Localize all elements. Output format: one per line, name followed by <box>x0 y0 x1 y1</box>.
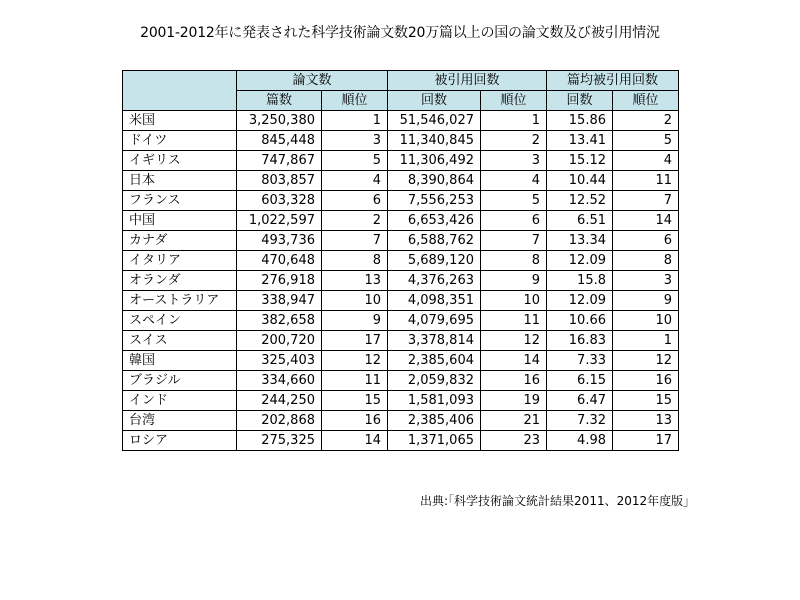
citations-count-cell: 7,556,253 <box>388 191 481 211</box>
country-cell: ブラジル <box>123 371 237 391</box>
avg-citations-cell: 6.47 <box>547 391 613 411</box>
papers-count-cell: 382,658 <box>237 311 322 331</box>
citations-rank-header: 順位 <box>481 91 547 111</box>
country-cell: イギリス <box>123 151 237 171</box>
citations-rank-cell: 4 <box>481 171 547 191</box>
avg-citations-cell: 15.86 <box>547 111 613 131</box>
table-body <box>123 111 679 451</box>
avg-rank-cell: 11 <box>613 171 679 191</box>
papers-rank-cell: 14 <box>322 431 388 451</box>
country-cell: 韓国 <box>123 351 237 371</box>
papers-count-cell: 334,660 <box>237 371 322 391</box>
avg-rank-cell: 7 <box>613 191 679 211</box>
avg-citations-group-header: 篇均被引用回数 <box>547 71 679 91</box>
papers-count-cell: 470,648 <box>237 251 322 271</box>
avg-rank-cell: 5 <box>613 131 679 151</box>
citations-rank-cell: 19 <box>481 391 547 411</box>
avg-citations-cell: 6.15 <box>547 371 613 391</box>
citations-count-cell: 6,653,426 <box>388 211 481 231</box>
citations-rank-cell: 2 <box>481 131 547 151</box>
papers-rank-cell: 12 <box>322 351 388 371</box>
papers-count-cell: 1,022,597 <box>237 211 322 231</box>
avg-citations-cell: 7.33 <box>547 351 613 371</box>
avg-rank-cell: 12 <box>613 351 679 371</box>
avg-rank-cell: 6 <box>613 231 679 251</box>
country-cell: 中国 <box>123 211 237 231</box>
country-cell: スイス <box>123 331 237 351</box>
papers-rank-cell: 3 <box>322 131 388 151</box>
citations-count-cell: 2,059,832 <box>388 371 481 391</box>
papers-rank-cell: 16 <box>322 411 388 431</box>
papers-rank-cell: 8 <box>322 251 388 271</box>
page-title: 2001-2012年に発表された科学技術論文数20万篇以上の国の論文数及び被引用情況 <box>140 25 660 41</box>
papers-rank-cell: 5 <box>322 151 388 171</box>
papers-rank-cell: 13 <box>322 271 388 291</box>
avg-rank-cell: 4 <box>613 151 679 171</box>
papers-count-cell: 202,868 <box>237 411 322 431</box>
table-row <box>123 211 679 231</box>
table-row <box>123 351 679 371</box>
country-cell: オーストラリア <box>123 291 237 311</box>
country-cell: カナダ <box>123 231 237 251</box>
avg-citations-cell: 4.98 <box>547 431 613 451</box>
papers-count-cell: 3,250,380 <box>237 111 322 131</box>
country-cell: インド <box>123 391 237 411</box>
papers-rank-header: 順位 <box>322 91 388 111</box>
citations-rank-cell: 12 <box>481 331 547 351</box>
avg-citations-cell: 15.12 <box>547 151 613 171</box>
country-cell: 米国 <box>123 111 237 131</box>
papers-count-cell: 325,403 <box>237 351 322 371</box>
avg-count-header: 回数 <box>547 91 613 111</box>
citations-rank-cell: 5 <box>481 191 547 211</box>
citations-rank-cell: 9 <box>481 271 547 291</box>
papers-count-header: 篇数 <box>237 91 322 111</box>
citation-stats-table <box>122 70 679 451</box>
citations-count-cell: 2,385,406 <box>388 411 481 431</box>
citations-count-cell: 1,581,093 <box>388 391 481 411</box>
papers-rank-cell: 2 <box>322 211 388 231</box>
papers-rank-cell: 9 <box>322 311 388 331</box>
citations-rank-cell: 23 <box>481 431 547 451</box>
citations-rank-cell: 11 <box>481 311 547 331</box>
citations-count-header: 回数 <box>388 91 481 111</box>
papers-count-cell: 200,720 <box>237 331 322 351</box>
citations-rank-cell: 14 <box>481 351 547 371</box>
avg-citations-cell: 13.34 <box>547 231 613 251</box>
country-cell: 台湾 <box>123 411 237 431</box>
country-cell: 日本 <box>123 171 237 191</box>
papers-rank-cell: 11 <box>322 371 388 391</box>
avg-rank-cell: 9 <box>613 291 679 311</box>
country-cell: ロシア <box>123 431 237 451</box>
table-row <box>123 171 679 191</box>
citations-rank-cell: 10 <box>481 291 547 311</box>
citations-rank-cell: 7 <box>481 231 547 251</box>
table-row <box>123 151 679 171</box>
citations-rank-cell: 1 <box>481 111 547 131</box>
papers-rank-cell: 10 <box>322 291 388 311</box>
papers-count-cell: 747,867 <box>237 151 322 171</box>
papers-count-cell: 493,736 <box>237 231 322 251</box>
avg-citations-cell: 7.32 <box>547 411 613 431</box>
citations-count-cell: 4,376,263 <box>388 271 481 291</box>
citations-count-cell: 2,385,604 <box>388 351 481 371</box>
avg-citations-cell: 10.44 <box>547 171 613 191</box>
papers-rank-cell: 17 <box>322 331 388 351</box>
table-row <box>123 311 679 331</box>
citations-rank-cell: 8 <box>481 251 547 271</box>
table-row <box>123 391 679 411</box>
avg-citations-cell: 16.83 <box>547 331 613 351</box>
country-cell: オランダ <box>123 271 237 291</box>
country-cell: スペイン <box>123 311 237 331</box>
avg-rank-cell: 8 <box>613 251 679 271</box>
papers-count-cell: 603,328 <box>237 191 322 211</box>
country-cell: フランス <box>123 191 237 211</box>
avg-citations-cell: 13.41 <box>547 131 613 151</box>
table-row <box>123 191 679 211</box>
citations-count-cell: 4,098,351 <box>388 291 481 311</box>
citations-count-cell: 1,371,065 <box>388 431 481 451</box>
source-note: 出典:｢科学技術論文統計結果2011、2012年度版｣ <box>420 494 690 508</box>
papers-count-cell: 338,947 <box>237 291 322 311</box>
table-row <box>123 111 679 131</box>
table-row <box>123 291 679 311</box>
group-header-row <box>123 71 679 91</box>
papers-rank-cell: 6 <box>322 191 388 211</box>
avg-rank-cell: 13 <box>613 411 679 431</box>
papers-rank-cell: 1 <box>322 111 388 131</box>
avg-citations-cell: 12.09 <box>547 291 613 311</box>
citations-rank-cell: 6 <box>481 211 547 231</box>
avg-rank-header: 順位 <box>613 91 679 111</box>
table-row <box>123 231 679 251</box>
papers-rank-cell: 15 <box>322 391 388 411</box>
citations-count-cell: 4,079,695 <box>388 311 481 331</box>
papers-count-cell: 244,250 <box>237 391 322 411</box>
avg-rank-cell: 2 <box>613 111 679 131</box>
citations-rank-cell: 16 <box>481 371 547 391</box>
papers-count-cell: 845,448 <box>237 131 322 151</box>
avg-rank-cell: 1 <box>613 331 679 351</box>
citations-group-header: 被引用回数 <box>388 71 547 91</box>
papers-group-header: 論文数 <box>237 71 388 91</box>
papers-count-cell: 803,857 <box>237 171 322 191</box>
table-row <box>123 371 679 391</box>
table-row <box>123 131 679 151</box>
table-row <box>123 431 679 451</box>
citations-count-cell: 5,689,120 <box>388 251 481 271</box>
country-header-cell <box>123 71 237 111</box>
citations-count-cell: 6,588,762 <box>388 231 481 251</box>
avg-citations-cell: 6.51 <box>547 211 613 231</box>
citations-count-cell: 11,306,492 <box>388 151 481 171</box>
avg-citations-cell: 10.66 <box>547 311 613 331</box>
avg-rank-cell: 15 <box>613 391 679 411</box>
papers-rank-cell: 4 <box>322 171 388 191</box>
citations-count-cell: 11,340,845 <box>388 131 481 151</box>
avg-rank-cell: 16 <box>613 371 679 391</box>
avg-rank-cell: 17 <box>613 431 679 451</box>
papers-count-cell: 276,918 <box>237 271 322 291</box>
table-row <box>123 411 679 431</box>
citations-count-cell: 8,390,864 <box>388 171 481 191</box>
citations-rank-cell: 21 <box>481 411 547 431</box>
citations-rank-cell: 3 <box>481 151 547 171</box>
country-cell: イタリア <box>123 251 237 271</box>
avg-rank-cell: 14 <box>613 211 679 231</box>
country-cell: ドイツ <box>123 131 237 151</box>
avg-rank-cell: 10 <box>613 311 679 331</box>
avg-citations-cell: 12.52 <box>547 191 613 211</box>
avg-rank-cell: 3 <box>613 271 679 291</box>
citations-count-cell: 51,546,027 <box>388 111 481 131</box>
papers-count-cell: 275,325 <box>237 431 322 451</box>
avg-citations-cell: 15.8 <box>547 271 613 291</box>
table-row <box>123 271 679 291</box>
avg-citations-cell: 12.09 <box>547 251 613 271</box>
table-row <box>123 251 679 271</box>
papers-rank-cell: 7 <box>322 231 388 251</box>
citations-count-cell: 3,378,814 <box>388 331 481 351</box>
table-row <box>123 331 679 351</box>
